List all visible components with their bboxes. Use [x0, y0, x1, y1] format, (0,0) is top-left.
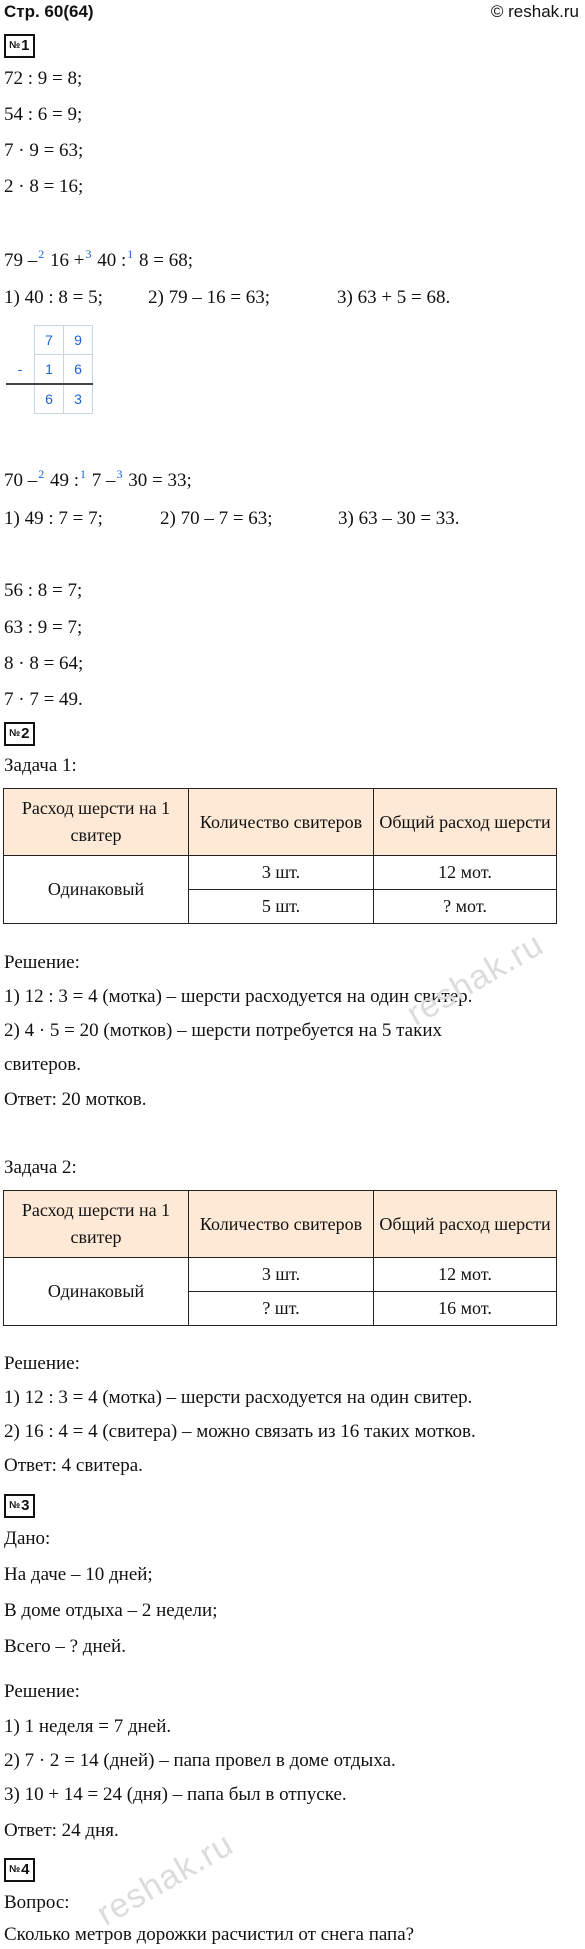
ex1-line: 8 · 8 = 64; — [4, 653, 84, 674]
digit-cell: 6 — [35, 384, 64, 414]
order-marker: 1 — [80, 467, 87, 481]
order-marker: 2 — [38, 467, 45, 481]
ex1-line: 72 : 9 = 8; — [4, 68, 83, 89]
expr-part: 79 – — [4, 250, 38, 271]
answer: Ответ: 20 мотков. — [4, 1089, 147, 1110]
exercise-number: 2 — [21, 725, 30, 742]
number-sign: № — [9, 1500, 21, 1511]
step: 1) 40 : 8 = 5; — [4, 287, 103, 308]
watermark: reshak.ru — [400, 924, 550, 1034]
solution-line: 2) 7 · 2 = 14 (дней) – папа провел в доме отдыха. — [4, 1750, 396, 1771]
ex1-line: 56 : 8 = 7; — [4, 580, 83, 601]
expr-part: 70 – — [4, 470, 38, 491]
order-marker: 2 — [38, 247, 45, 261]
exercise-number: 4 — [21, 1861, 30, 1878]
solution-line: 2) 16 : 4 = 4 (свитера) – можно связать из 16 таких мотков. — [4, 1421, 476, 1442]
table-header: Общий расход шерсти — [374, 789, 557, 856]
expr-part: 8 = 68; — [139, 250, 193, 271]
solution-label: Решение: — [4, 1353, 80, 1374]
ex1-line: 63 : 9 = 7; — [4, 617, 83, 638]
table-cell: 3 шт. — [189, 1258, 374, 1292]
expr-part: 16 + — [50, 250, 85, 271]
minus-sign: - — [17, 360, 23, 377]
exercise-number: 1 — [21, 37, 30, 54]
exercise-3-badge — [4, 1494, 35, 1518]
watermark: reshak.ru — [90, 1824, 240, 1934]
table-header: Расход шерсти на 1 свитер — [4, 1191, 189, 1258]
order-marker: 3 — [85, 247, 92, 261]
table-cell: 12 мот. — [374, 1258, 557, 1292]
empty-cell — [6, 384, 35, 414]
step: 2) 79 – 16 = 63; — [148, 287, 271, 308]
empty-cell — [6, 326, 35, 355]
table-header: Количество свитеров — [189, 789, 374, 856]
exercise-2-badge — [4, 722, 35, 746]
table-cell: Одинаковый — [4, 1258, 189, 1326]
given-line: Всего – ? дней. — [4, 1636, 126, 1657]
task-2-title: Задача 2: — [4, 1157, 77, 1178]
table-header: Общий расход шерсти — [374, 1191, 557, 1258]
table-header: Расход шерсти на 1 свитер — [4, 789, 189, 856]
step: 2) 70 – 7 = 63; — [160, 508, 273, 529]
expr-part: 49 : — [50, 470, 80, 491]
table-header: Количество свитеров — [189, 1191, 374, 1258]
digit-cell: 3 — [64, 384, 93, 414]
given-line: На даче – 10 дней; — [4, 1564, 153, 1585]
expression-1 — [4, 247, 193, 272]
exercise-4-badge — [4, 1858, 35, 1882]
order-marker: 1 — [127, 247, 134, 261]
digit-cell: 7 — [35, 326, 64, 355]
ex1-line: 7 · 7 = 49. — [4, 689, 83, 710]
ex1-line: 2 · 8 = 16; — [4, 176, 84, 197]
ex1-line: 54 : 6 = 9; — [4, 104, 83, 125]
task-1-table — [3, 788, 557, 924]
task-1-title: Задача 1: — [4, 755, 77, 776]
page-title: Стр. 60(64) — [4, 2, 94, 21]
solution-line: 2) 4 · 5 = 20 (мотков) – шерсти потребуется на 5 таких — [4, 1020, 442, 1041]
solution-line: 3) 10 + 14 = 24 (дня) – папа был в отпуске. — [4, 1784, 347, 1805]
solution-line: свитеров. — [4, 1054, 82, 1075]
digit-cell: 1 — [35, 355, 64, 385]
task-2-table — [3, 1190, 557, 1326]
answer: Ответ: 24 дня. — [4, 1820, 119, 1841]
order-marker: 3 — [116, 467, 123, 481]
column-subtraction — [6, 325, 93, 414]
exercise-1-badge — [4, 34, 35, 58]
given-line: В доме отдыха – 2 недели; — [4, 1600, 218, 1621]
step: 3) 63 – 30 = 33. — [338, 508, 460, 529]
step: 3) 63 + 5 = 68. — [337, 287, 451, 308]
solution-line: 1) 1 неделя = 7 дней. — [4, 1716, 172, 1737]
solution-line: 1) 12 : 3 = 4 (мотка) – шерсти расходуется на один свитер. — [4, 986, 473, 1007]
number-sign: № — [9, 1864, 21, 1875]
exercise-number: 3 — [21, 1497, 30, 1514]
solution-line: 1) 12 : 3 = 4 (мотка) – шерсти расходуется на один свитер. — [4, 1387, 473, 1408]
expr-part: 30 = 33; — [128, 470, 192, 491]
site-credit: © reshak.ru — [490, 2, 579, 21]
table-cell: 5 шт. — [189, 890, 374, 924]
table-cell: 12 мот. — [374, 856, 557, 890]
answer: Ответ: 4 свитера. — [4, 1455, 143, 1476]
table-cell: ? шт. — [189, 1292, 374, 1326]
ex1-line: 7 · 9 = 63; — [4, 140, 84, 161]
expr-part: 7 – — [91, 470, 116, 491]
expr-part: 40 : — [97, 250, 127, 271]
number-sign: № — [9, 728, 21, 739]
digit-cell: 9 — [64, 326, 93, 355]
step: 1) 49 : 7 = 7; — [4, 508, 103, 529]
table-cell: 16 мот. — [374, 1292, 557, 1326]
question-label: Вопрос: — [4, 1892, 70, 1913]
given-label: Дано: — [4, 1528, 51, 1549]
question-text: Сколько метров дорожки расчистил от снега папа? — [4, 1924, 415, 1945]
number-sign: № — [9, 40, 21, 51]
table-cell: ? мот. — [374, 890, 557, 924]
solution-label: Решение: — [4, 952, 80, 973]
digit-cell: 6 — [64, 355, 93, 385]
expression-2 — [4, 467, 192, 492]
table-cell: Одинаковый — [4, 856, 189, 924]
solution-label: Решение: — [4, 1681, 80, 1702]
table-cell: 3 шт. — [189, 856, 374, 890]
